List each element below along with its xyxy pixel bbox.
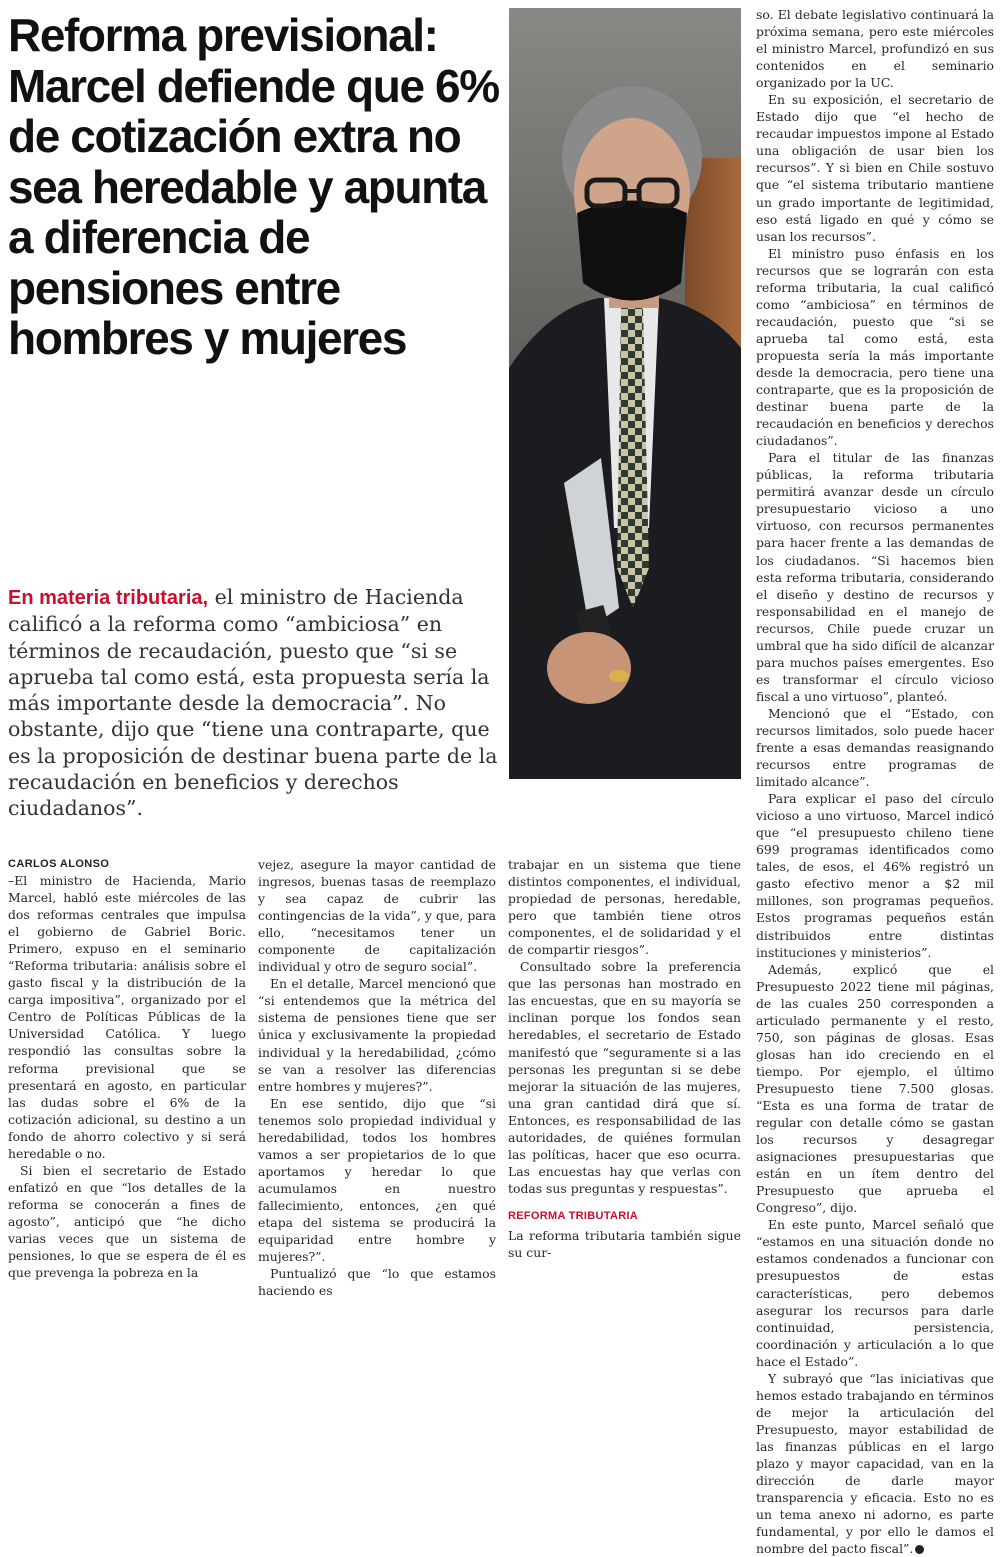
body-column-1 (8, 856, 246, 1281)
body-paragraph: Mencionó que el “Estado, con recursos limitados, solo puede hacer frente a esas demandas reasignando recursos entre programas de limitado alcance”. (756, 705, 994, 790)
lead-kicker: En materia tributaria, (8, 587, 209, 609)
body-paragraph: Además, explicó que el Presupuesto 2022 tiene mil páginas, de las cuales 250 corresponden a articulado permanente y el resto, 750, son páginas de glosas. Esas glosas han ido creciendo en el tiempo. Por ejemplo, el último Presupuesto tiene 7.500 glosas. “Esta es una forma de tratar de regular con detalle cómo se gastan los recursos y desagregar asignaciones presupuestarias que están en un ítem dentro del Presupuesto que aprueba el Congreso”, dijo. (756, 961, 994, 1216)
closing-text: Y subrayó que “las iniciativas que hemos estado trabajando en términos de mejor la articulación del Presupuesto, mayor estabilidad de las finanzas públicas en el largo plazo y mayor capacidad, van en la dirección de darle mayor transparencia y eficacia. Esto no es un tema anexo ni adorno, es parte fundamental, y por ello le damos el nombre del pacto fiscal”. (756, 1370, 994, 1557)
body-paragraph: Si bien el secretario de Estado enfatizó en que “los detalles de la reforma se conocerán a fines de agosto”, anticipó que “he dicho varias veces que un sistema de pensiones, lo que se espera de él es que prevenga la pobreza en la (8, 1162, 246, 1281)
lead-text: el ministro de Hacienda calificó a la reforma como “ambiciosa” en términos de recaudación, puesto que “si se aprueba tal como está, esta propuesta sería la más importante desde la democracia”. No obstante, dijo que “tiene una contraparte, que es la proposición de destinar buena parte de la recaudación en beneficios y derechos ciudadanos”. (8, 585, 498, 821)
man-in-mask-illustration (509, 8, 741, 779)
body-paragraph: La reforma tributaria también sigue su cur- (508, 1227, 741, 1261)
section-subhead: REFORMA TRIBUTARIA (508, 1209, 639, 1222)
byline: CARLOS ALONSO (8, 858, 110, 870)
body-paragraph: En su exposición, el secretario de Estado dijo que “el hecho de recaudar impuestos impone al Estado una obligación de usar bien los recursos”. Y si bien en Chile sostuvo que “el sistema tributario mantiene un grado importante de legitimidad, eso está ligado en qué y cómo se usan los recursos”. (756, 92, 994, 244)
body-paragraph: Consultado sobre la preferencia que las personas han mostrado en las encuestas, que en su mayoría se inclinan porque los fondos sean heredables, el secretario de Estado manifestó que “seguramente si a las personas les preguntan si se debe mejorar la situación de las mujeres, una gran cantidad dirá que sí. Entonces, es responsabilidad de las autoridades, de quiénes formulan las políticas, hacer que eso ocurra. Las encuestas hay que verlas con todas sus preguntas y respuestas”. (508, 959, 741, 1196)
lead-paragraph (8, 584, 503, 822)
body-paragraph: trabajar en un sistema que tiene distintos componentes, el individual, propiedad de personas, heredable, pero que también tiene otros componentes, el de solidaridad y el de compartir riesgos”. (508, 857, 741, 958)
body-paragraph: En este punto, Marcel señaló que “estamos en una situación donde no estamos condenados a funcionar con presupuestos de estas características, pero debemos asegurar los recursos para darle continuidad, persistencia, coordinación y articulación a lo que hace el Estado”. (756, 1217, 994, 1369)
body-paragraph: vejez, asegure la mayor cantidad de ingresos, buenas tasas de reemplazo y sea capaz de cubrir las contingencias de la vida”, y que, para ello, “necesitamos tener un componente de capitalización individual y otro de seguro social”. (258, 857, 496, 975)
body-paragraph (756, 1370, 994, 1557)
body-column-2 (258, 856, 496, 1299)
body-column-3 (508, 856, 741, 1261)
body-paragraph: so. El debate legislativo continuará la próxima semana, pero este miércoles el ministro Marcel, profundizó en sus contenidos en el seminario organizado por la UC. (756, 7, 994, 91)
headline: Reforma previsional: Marcel defiende que 6% de cotización extra no sea heredable y apunta a diferencia de pensiones entre hombres y mujeres (8, 9, 499, 364)
body-paragraph: Para el titular de las finanzas públicas, la reforma tributaria permitirá avanzar desde un círculo presupuestario vicioso a uno virtuoso, con recursos permanentes para hacer frente a las demandas de los ciudadanos. “Si hacemos bien esta reforma tributaria, considerando el diseño y destino de recursos y responsabilidad en el manejo de recursos, Chile puede cruzar un umbral que ha sido difícil de alcanzar para muchos países emergentes. Eso es transformar el círculo vicioso fiscal a uno virtuoso”, planteó. (756, 450, 994, 704)
body-paragraph: Para explicar el paso del círculo vicioso a uno virtuoso, Marcel indicó que “el presupuesto chileno tiene 699 programas identificados como tales, de esos, el 46% registró un gasto efectivo menor a $2 mil millones, son programas pequeños. Estos programas pequeños están distribuidos entre distintas instituciones y ministerios”. (756, 791, 994, 960)
body-column-4 (756, 6, 994, 1557)
body-paragraph: En ese sentido, dijo que “si tenemos solo propiedad individual y heredabilidad, todos los hombres vamos a ser propietarios de lo que aportamos y heredar lo que acumulamos en nuestro fallecimiento, entonces, ¿en qué etapa del sistema se producirá la equiparidad entre hombre y mujeres?”. (258, 1095, 496, 1265)
minister-photo (509, 8, 741, 779)
body-paragraph: En el detalle, Marcel mencionó que “si entendemos que la métrica del sistema de pensiones tiene que ser única y exclusivamente la propiedad individual y la heredabilidad, ¿cómo se van a resolver las diferencias entre hombres y mujeres?”. (258, 976, 496, 1094)
body-paragraph: Puntualizó que “lo que estamos haciendo es (258, 1266, 496, 1299)
body-paragraph: –El ministro de Hacienda, Mario Marcel, habló este miércoles de las dos reformas centrales que impulsa el gobierno de Gabriel Boric. Primero, expuso en el seminario “Reforma tributaria: análisis sobre el gasto fiscal y la distribución de la carga impositiva”, organizado por el Centro de Políticas Públicas de la Universidad Católica. Y luego respondió las consultas sobre la reforma previsional que se presentará en agosto, en particular las dudas sobre el 6% de la cotización adicional, su destino a un fondo de ahorro colectivo y si será heredable o no. (8, 873, 246, 1161)
end-of-article-icon (915, 1545, 924, 1554)
body-paragraph: El ministro puso énfasis en los recursos que se lograrán con esta reforma tributaria, la cual calificó como “ambiciosa” en términos de recaudación, puesto que “si se aprueba tal como está, esta propuesta sería la más importante desde la democracia, pero tiene una contraparte, que es la proposición de destinar buena parte de la recaudación en beneficios y derechos ciudadanos”. (756, 245, 994, 449)
